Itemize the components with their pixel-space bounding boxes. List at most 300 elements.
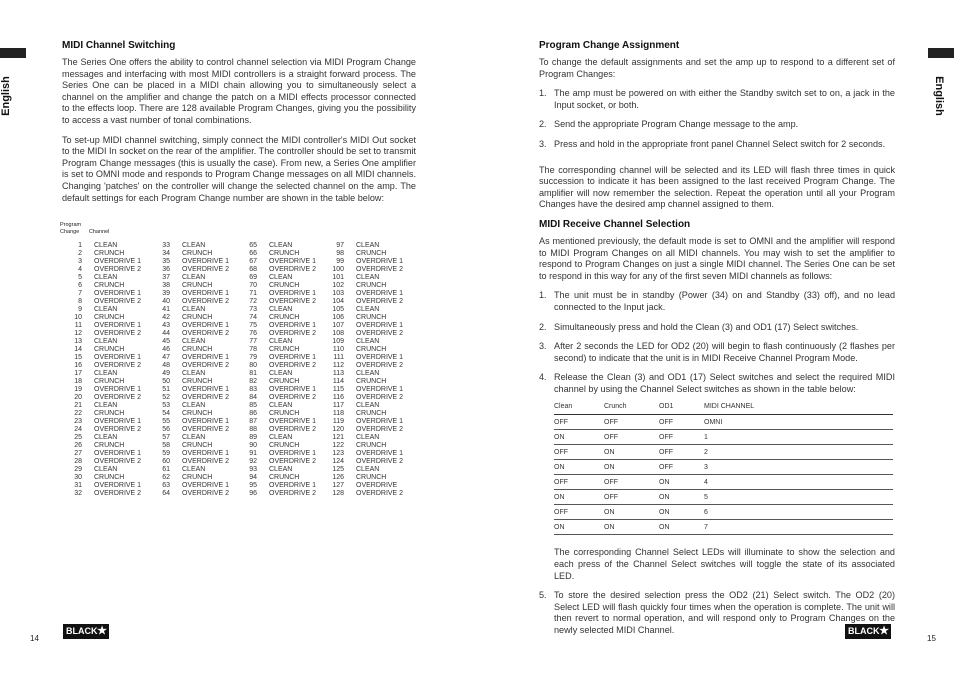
program-number: 59: [162, 450, 170, 457]
table-cell: OFF: [554, 415, 604, 430]
right-paragraph-after-steps: The corresponding channel will be selected and its LED will flash three times in quick succession to indicate it has been assigned to the last received Program Change. The amplifier will now remember the selection. Repeat the operation until all your Program Changes have the desired amp channel assigned to them.: [539, 164, 895, 210]
table-row: [60, 418, 141, 426]
table-row: [148, 370, 229, 378]
brand-logo-left: [63, 624, 109, 639]
table-row: [148, 362, 229, 370]
channel-table-header: [554, 403, 893, 415]
channel-name: OVERDRIVE 1: [269, 354, 317, 361]
program-number: 1: [78, 242, 82, 249]
program-number: 108: [332, 330, 344, 337]
steps-list-2: [539, 290, 895, 395]
table-row: [322, 450, 403, 458]
channel-name: CRUNCH: [269, 442, 300, 449]
column-header: Crunch: [604, 403, 659, 415]
table-cell: 6: [704, 505, 893, 520]
program-number: 84: [249, 394, 257, 401]
table-row: [235, 402, 316, 410]
table-cell: ON: [604, 505, 659, 520]
program-number: 99: [336, 258, 344, 265]
channel-name: OVERDRIVE 1: [182, 418, 230, 425]
table-row: [148, 394, 229, 402]
table-row: [60, 282, 141, 290]
program-number: 38: [162, 282, 170, 289]
program-number: 29: [74, 466, 82, 473]
table-row: [235, 466, 316, 474]
program-number: 67: [249, 258, 257, 265]
table-row: [60, 290, 141, 298]
program-number: 120: [332, 426, 344, 433]
program-number: 81: [249, 370, 257, 377]
table-row: [322, 266, 403, 274]
table-cell: ON: [554, 460, 604, 475]
channel-name: OVERDRIVE 2: [94, 426, 142, 433]
table-row: [60, 298, 141, 306]
program-number: 56: [162, 426, 170, 433]
channel-name: CLEAN: [94, 242, 118, 249]
channel-name: OVERDRIVE 1: [94, 258, 142, 265]
table-row: [148, 290, 229, 298]
channel-name: OVERDRIVE 1: [182, 258, 230, 265]
side-tab-label-left: English: [0, 76, 12, 116]
channel-name: OVERDRIVE 2: [94, 458, 142, 465]
table-row: [322, 394, 403, 402]
program-number: 15: [74, 354, 82, 361]
table-row: [60, 434, 141, 442]
channel-name: OVERDRIVE 1: [356, 386, 404, 393]
program-number: 118: [332, 410, 344, 417]
program-number: 114: [332, 378, 344, 385]
channel-name: OVERDRIVE 1: [269, 322, 317, 329]
table-cell: ON: [604, 460, 659, 475]
side-tab-right: [928, 48, 954, 58]
list-item: [539, 322, 895, 334]
table-row: [235, 370, 316, 378]
table-row: [235, 242, 316, 250]
list-item: [539, 119, 895, 131]
list-item: [539, 341, 895, 364]
program-number: 19: [74, 386, 82, 393]
channel-name: CRUNCH: [356, 282, 387, 289]
table-row: [235, 314, 316, 322]
table-cell: ON: [554, 490, 604, 505]
table-row: [148, 354, 229, 362]
channel-name: OVERDRIVE 1: [269, 290, 317, 297]
heading-program-change-assignment: Program Change Assignment: [539, 40, 680, 51]
step-text: Send the appropriate Program Change message to the amp.: [554, 119, 799, 130]
program-number: 17: [74, 370, 82, 377]
channel-name: OVERDRIVE 1: [356, 258, 404, 265]
table-cell: ON: [554, 430, 604, 445]
channel-name: OVERDRIVE 1: [182, 322, 230, 329]
channel-name: CRUNCH: [94, 410, 125, 417]
table-row: [322, 306, 403, 314]
channel-name: OVERDRIVE 2: [356, 330, 404, 337]
program-number: 48: [162, 362, 170, 369]
program-number: 112: [332, 362, 344, 369]
table-row: [322, 322, 403, 330]
table-row: [554, 490, 893, 505]
program-table-column: [322, 242, 403, 498]
program-number: 42: [162, 314, 170, 321]
table-row: [235, 490, 316, 498]
program-number: 96: [249, 490, 257, 497]
channel-name: CLEAN: [182, 466, 206, 473]
table-cell: OFF: [659, 415, 704, 430]
table-row: [235, 322, 316, 330]
program-number: 103: [332, 290, 344, 297]
channel-name: CLEAN: [94, 370, 118, 377]
step-text: Release the Clean (3) and OD1 (17) Select switches and select the required MIDI channel by using the Channel Select switches as shown in the table below:: [554, 372, 895, 394]
channel-name: CLEAN: [356, 338, 380, 345]
program-number: 35: [162, 258, 170, 265]
channel-name: OVERDRIVE 2: [269, 298, 317, 305]
channel-name: CLEAN: [269, 274, 293, 281]
table-row: [60, 346, 141, 354]
table-row: [148, 474, 229, 482]
program-number: 97: [336, 242, 344, 249]
table-row: [322, 386, 403, 394]
program-number: 71: [249, 290, 257, 297]
channel-name: CRUNCH: [94, 474, 125, 481]
table-row: [60, 410, 141, 418]
program-number: 100: [332, 266, 344, 273]
table-row: [235, 418, 316, 426]
program-number: 7: [78, 290, 82, 297]
midi-channel-table: [554, 403, 893, 535]
channel-name: OVERDRIVE 1: [94, 482, 142, 489]
table-row: [148, 378, 229, 386]
table-row: [235, 410, 316, 418]
table-row: [235, 426, 316, 434]
table-header-program: Program: [60, 222, 82, 228]
step-number: 1.: [539, 290, 547, 301]
channel-name: CLEAN: [269, 434, 293, 441]
channel-name: CRUNCH: [269, 410, 300, 417]
channel-name: OVERDRIVE 1: [94, 450, 142, 457]
table-row: [60, 354, 141, 362]
list-item: [539, 290, 895, 313]
channel-name: CRUNCH: [269, 314, 300, 321]
table-row: [235, 258, 316, 266]
table-row: [148, 338, 229, 346]
program-number: 49: [162, 370, 170, 377]
steps-list-3: [539, 590, 895, 636]
table-cell: 7: [704, 520, 893, 535]
step-number: 5.: [539, 590, 547, 601]
table-row: [60, 426, 141, 434]
table-row: [322, 370, 403, 378]
program-number: 113: [332, 370, 344, 377]
table-row: [148, 450, 229, 458]
channel-name: OVERDRIVE: [356, 482, 398, 489]
channel-name: CLEAN: [269, 306, 293, 313]
channel-name: OVERDRIVE 2: [182, 330, 230, 337]
table-row: [322, 442, 403, 450]
table-row: [235, 282, 316, 290]
program-number: 18: [74, 378, 82, 385]
table-row: [148, 274, 229, 282]
table-row: [322, 362, 403, 370]
channel-name: CRUNCH: [182, 410, 213, 417]
program-number: 116: [332, 394, 344, 401]
channel-name: CLEAN: [356, 402, 380, 409]
program-number: 88: [249, 426, 257, 433]
table-row: [322, 346, 403, 354]
table-row: [148, 330, 229, 338]
right-intro-1: To change the default assignments and set the amp up to respond to a different set of Program Changes:: [539, 57, 895, 79]
table-cell: ON: [604, 520, 659, 535]
channel-name: CLEAN: [94, 338, 118, 345]
table-row: [322, 354, 403, 362]
table-cell: OFF: [604, 490, 659, 505]
program-number: 77: [249, 338, 257, 345]
channel-name: CLEAN: [356, 306, 380, 313]
table-row: [148, 466, 229, 474]
program-number: 72: [249, 298, 257, 305]
table-row: [60, 474, 141, 482]
list-item: [539, 372, 895, 395]
table-row: [322, 290, 403, 298]
table-header-change: Change: [60, 228, 80, 235]
channel-name: OVERDRIVE 2: [269, 362, 317, 369]
logo-text: BLACK: [848, 626, 880, 636]
table-row: [322, 258, 403, 266]
channel-name: OVERDRIVE 2: [269, 330, 317, 337]
channel-name: OVERDRIVE 1: [94, 418, 142, 425]
table-row: [322, 282, 403, 290]
table-cell: ON: [604, 445, 659, 460]
program-number: 86: [249, 410, 257, 417]
table-row: [322, 298, 403, 306]
program-number: 78: [249, 346, 257, 353]
program-number: 14: [74, 346, 82, 353]
table-row: [554, 430, 893, 445]
channel-name: OVERDRIVE 1: [356, 418, 404, 425]
program-number: 104: [332, 298, 344, 305]
table-row: [322, 482, 403, 490]
table-row: [60, 322, 141, 330]
table-row: [60, 258, 141, 266]
channel-name: OVERDRIVE 1: [94, 322, 142, 329]
table-row: [148, 346, 229, 354]
program-number: 128: [332, 490, 344, 497]
channel-name: OVERDRIVE 1: [269, 450, 317, 457]
program-number: 13: [74, 338, 82, 345]
table-row: [60, 482, 141, 490]
channel-name: CRUNCH: [269, 282, 300, 289]
table-cell: OFF: [659, 430, 704, 445]
channel-name: CLEAN: [356, 370, 380, 377]
table-row: [554, 520, 893, 535]
program-number: 47: [162, 354, 170, 361]
table-row: [148, 458, 229, 466]
logo-text: BLACK: [66, 626, 98, 636]
table-row: [60, 386, 141, 394]
table-row: [148, 322, 229, 330]
table-row: [60, 450, 141, 458]
program-number: 90: [249, 442, 257, 449]
table-row: [60, 458, 141, 466]
step-text: After 2 seconds the LED for OD2 (20) will begin to flash continuously (2 flashes per second) to indicate that the unit is in MIDI Receive Channel Program Mode.: [554, 341, 895, 363]
table-cell: 4: [704, 475, 893, 490]
channel-name: OVERDRIVE 2: [356, 298, 404, 305]
table-row: [148, 426, 229, 434]
program-number: 83: [249, 386, 257, 393]
step-number: 4.: [539, 372, 547, 383]
channel-name: OVERDRIVE 2: [182, 298, 230, 305]
table-row: [322, 474, 403, 482]
table-row: [148, 442, 229, 450]
table-cell: OFF: [604, 430, 659, 445]
channel-name: OVERDRIVE 2: [269, 458, 317, 465]
channel-name: CLEAN: [269, 338, 293, 345]
table-cell: OFF: [554, 445, 604, 460]
channel-name: OVERDRIVE 2: [182, 266, 230, 273]
table-row: [60, 378, 141, 386]
table-row: [554, 460, 893, 475]
page-number-right: 15: [927, 634, 936, 643]
channel-name: CLEAN: [356, 274, 380, 281]
table-row: [235, 474, 316, 482]
channel-name: CRUNCH: [356, 474, 387, 481]
channel-name: OVERDRIVE 1: [269, 258, 317, 265]
channel-name: OVERDRIVE 2: [356, 490, 404, 497]
program-number: 64: [162, 490, 170, 497]
heading-midi-receive-channel: MIDI Receive Channel Selection: [539, 218, 691, 230]
channel-name: CRUNCH: [269, 378, 300, 385]
channel-name: CLEAN: [182, 274, 206, 281]
program-number: 61: [162, 466, 170, 473]
channel-name: CRUNCH: [356, 250, 387, 257]
channel-name: OVERDRIVE 1: [182, 354, 230, 361]
program-number: 91: [249, 450, 257, 457]
table-row: [60, 250, 141, 258]
side-tab-label-right: English: [932, 76, 945, 116]
table-row: [148, 434, 229, 442]
program-number: 127: [332, 482, 344, 489]
table-row: [235, 330, 316, 338]
table-row: [322, 338, 403, 346]
program-number: 66: [249, 250, 257, 257]
program-number: 45: [162, 338, 170, 345]
program-table-column: [60, 242, 141, 498]
channel-name: OVERDRIVE 2: [356, 426, 404, 433]
table-row: [322, 378, 403, 386]
program-number: 54: [162, 410, 170, 417]
program-number: 51: [162, 386, 170, 393]
program-number: 53: [162, 402, 170, 409]
table-cell: 5: [704, 490, 893, 505]
channel-name: CRUNCH: [182, 250, 213, 257]
table-row: [322, 458, 403, 466]
table-row: [60, 490, 141, 498]
table-cell: 1: [704, 430, 893, 445]
right-intro-2: As mentioned previously, the default mode is set to OMNI and the amplifier will respond to MIDI Program Changes on all MIDI channels. You may wish to set the amplifier to respond to Program Changes on just a single MIDI channel. The Series One can be set to respond in this way for any of the first seven MIDI channels as follows:: [539, 235, 895, 281]
table-row: [60, 242, 141, 250]
channel-name: CLEAN: [94, 306, 118, 313]
program-number: 92: [249, 458, 257, 465]
channel-name: OVERDRIVE 1: [182, 386, 230, 393]
table-row: [235, 386, 316, 394]
channel-name: CLEAN: [94, 466, 118, 473]
step-text: To store the desired selection press the OD2 (21) Select switch. The OD2 (20) Select LED will flash quickly four times when the operation is complete. The unit will then revert to normal operation, and will respond only to Program Changes on the newly selected MIDI Channel.: [554, 590, 895, 636]
channel-name: OVERDRIVE 2: [182, 426, 230, 433]
program-number: 87: [249, 418, 257, 425]
program-number: 12: [74, 330, 82, 337]
program-number: 36: [162, 266, 170, 273]
page-number-left: 14: [30, 634, 39, 643]
table-row: [148, 306, 229, 314]
program-number: 21: [74, 402, 82, 409]
table-row: [148, 490, 229, 498]
column-header: Clean: [554, 403, 604, 415]
channel-name: OVERDRIVE 1: [182, 290, 230, 297]
table-row: [235, 394, 316, 402]
program-number: 121: [332, 434, 344, 441]
table-cell: OFF: [604, 475, 659, 490]
channel-name: OVERDRIVE 2: [94, 490, 142, 497]
table-cell: ON: [554, 520, 604, 535]
program-number: 105: [332, 306, 344, 313]
table-row: [235, 482, 316, 490]
table-header-channel: Channel: [88, 228, 110, 235]
program-number: 63: [162, 482, 170, 489]
table-row: [322, 466, 403, 474]
program-number: 95: [249, 482, 257, 489]
step-number: 2.: [539, 321, 547, 332]
table-row: [322, 490, 403, 498]
channel-name: CRUNCH: [94, 250, 125, 257]
channel-name: OVERDRIVE 2: [269, 426, 317, 433]
table-row: [322, 242, 403, 250]
program-number: 62: [162, 474, 170, 481]
channel-name: CLEAN: [356, 242, 380, 249]
program-number: 101: [332, 274, 344, 281]
table-row: [235, 362, 316, 370]
table-row: [322, 410, 403, 418]
table-row: [322, 314, 403, 322]
channel-name: CLEAN: [182, 306, 206, 313]
table-row: [60, 402, 141, 410]
step-number: 1.: [539, 88, 547, 99]
table-row: [60, 306, 141, 314]
table-row: [60, 274, 141, 282]
program-number: 31: [74, 482, 82, 489]
program-number: 58: [162, 442, 170, 449]
table-row: [60, 466, 141, 474]
channel-name: CRUNCH: [356, 410, 387, 417]
table-row: [235, 434, 316, 442]
channel-name: OVERDRIVE 2: [94, 298, 142, 305]
program-number: 93: [249, 466, 257, 473]
program-number: 4: [78, 266, 82, 273]
table-row: [554, 445, 893, 460]
channel-name: CRUNCH: [356, 314, 387, 321]
table-cell: OFF: [554, 475, 604, 490]
channel-name: CRUNCH: [269, 250, 300, 257]
program-number: 20: [74, 394, 82, 401]
program-number: 111: [333, 354, 344, 361]
program-number: 8: [78, 298, 82, 305]
channel-name: OVERDRIVE 1: [182, 450, 230, 457]
program-number: 106: [332, 314, 344, 321]
program-number: 46: [162, 346, 170, 353]
program-table-column: [235, 242, 316, 498]
table-row: [322, 330, 403, 338]
table-cell: OMNI: [704, 415, 893, 430]
list-item: [539, 139, 895, 151]
table-row: [235, 266, 316, 274]
